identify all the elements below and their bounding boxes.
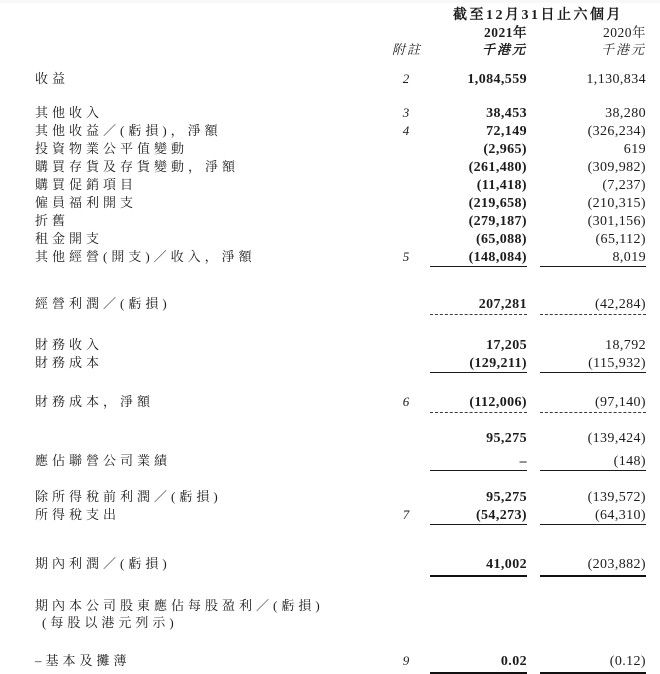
value-2021: (65,088) bbox=[475, 232, 527, 247]
value-2021: – bbox=[430, 453, 527, 471]
header-units-row bbox=[35, 41, 646, 58]
table-row-profit-before-tax bbox=[35, 488, 646, 506]
value-2020: (301,156) bbox=[587, 214, 646, 229]
value-2021: (11,418) bbox=[476, 178, 527, 193]
value-2020: (64,310) bbox=[540, 507, 646, 525]
value-2020: (203,882) bbox=[540, 556, 646, 577]
value-2020: (115,932) bbox=[540, 355, 646, 373]
eps-heading-line1: 期內本公司股東應佔每股盈利／(虧損) bbox=[35, 598, 324, 613]
value-2020: (65,112) bbox=[595, 232, 646, 247]
value-2020: (139,572) bbox=[587, 490, 646, 505]
unit-header-2020: 千港元 bbox=[600, 42, 646, 57]
value-2020: (0.12) bbox=[540, 653, 646, 674]
header-period-row bbox=[35, 7, 646, 24]
row-label: 所得稅支出 bbox=[35, 507, 121, 522]
row-note: 5 bbox=[402, 249, 412, 264]
value-2021: 1,084,559 bbox=[467, 72, 527, 87]
row-label: 期內利潤／(虧損) bbox=[35, 556, 171, 571]
row-note: 4 bbox=[402, 123, 412, 138]
table-row-rental-expenses bbox=[35, 230, 646, 248]
table-row-promotional-items bbox=[35, 176, 646, 194]
row-note: 3 bbox=[402, 105, 412, 120]
value-2020: (210,315) bbox=[587, 196, 646, 211]
row-label: 財務成本 bbox=[35, 355, 104, 370]
row-label: –基本及攤薄 bbox=[35, 653, 131, 668]
row-label bbox=[35, 597, 646, 631]
table-row-finance-income bbox=[35, 336, 646, 354]
row-note: 7 bbox=[402, 507, 412, 522]
row-label: 購買存貨及存貨變動，淨額 bbox=[35, 159, 240, 174]
notes-column-header: 附註 bbox=[391, 42, 422, 57]
value-2021: 0.02 bbox=[430, 653, 527, 674]
table-row-subtotal bbox=[35, 430, 646, 447]
table-row-share-of-associates bbox=[35, 452, 646, 471]
value-2021: (112,006) bbox=[430, 394, 527, 413]
col-header-year-2021: 2021年 bbox=[484, 25, 527, 40]
row-label: 應佔聯營公司業績 bbox=[35, 453, 172, 468]
row-label: 僱員福利開支 bbox=[35, 195, 138, 210]
table-row-operating-profit bbox=[35, 295, 646, 315]
row-label: 除所得稅前利潤／(虧損) bbox=[35, 489, 222, 504]
row-label: 其他收入 bbox=[35, 105, 104, 120]
row-label: 財務成本，淨額 bbox=[35, 394, 155, 409]
row-note: 9 bbox=[402, 653, 412, 668]
value-2021: (148,084) bbox=[430, 249, 527, 267]
row-note: 2 bbox=[402, 71, 412, 86]
value-2020: (7,237) bbox=[602, 178, 646, 193]
row-label: 經營利潤／(虧損) bbox=[35, 296, 171, 311]
row-label: 購買促銷項目 bbox=[35, 177, 138, 192]
value-2021: 95,275 bbox=[486, 431, 527, 446]
row-label: 其他經營(開支)／收入，淨額 bbox=[35, 249, 256, 264]
eps-heading-line2: (每股以港元列示) bbox=[42, 615, 178, 630]
table-row-revenue bbox=[35, 70, 646, 88]
header-years-row bbox=[35, 24, 646, 41]
table-row-income-tax bbox=[35, 506, 646, 525]
value-2020: (326,234) bbox=[587, 124, 646, 139]
table-row-finance-costs bbox=[35, 354, 646, 373]
row-note: 6 bbox=[402, 394, 412, 409]
value-2021: (54,273) bbox=[430, 507, 527, 525]
value-2021: (261,480) bbox=[468, 160, 527, 175]
value-2020: 38,280 bbox=[605, 106, 646, 121]
table-row-other-income bbox=[35, 104, 646, 122]
value-2020: (42,284) bbox=[540, 296, 646, 315]
table-row-finance-costs-net bbox=[35, 393, 646, 413]
row-label: 投資物業公平值變動 bbox=[35, 141, 189, 156]
row-label: 收益 bbox=[35, 71, 70, 86]
row-label: 折舊 bbox=[35, 213, 70, 228]
col-header-year-2020: 2020年 bbox=[603, 25, 646, 40]
value-2021: (219,658) bbox=[468, 196, 527, 211]
table-row-eps-basic-diluted bbox=[35, 652, 646, 674]
row-label: 租金開支 bbox=[35, 231, 104, 246]
table-row-other-gains bbox=[35, 122, 646, 140]
value-2021: 95,275 bbox=[486, 490, 527, 505]
value-2021: (2,965) bbox=[483, 142, 527, 157]
value-2020: (97,140) bbox=[540, 394, 646, 413]
value-2020: 1,130,834 bbox=[586, 72, 646, 87]
row-label: 財務收入 bbox=[35, 337, 104, 352]
value-2021: 41,002 bbox=[430, 556, 527, 577]
value-2021: (129,211) bbox=[430, 355, 527, 373]
table-row-inventory-purchases bbox=[35, 158, 646, 176]
unit-header-2021: 千港元 bbox=[481, 42, 527, 57]
table-row-employee-benefits bbox=[35, 194, 646, 212]
value-2020: 619 bbox=[623, 142, 646, 157]
table-row-fair-value-change bbox=[35, 140, 646, 158]
value-2021: 207,281 bbox=[430, 296, 527, 315]
table-row-profit-for-period bbox=[35, 555, 646, 577]
income-statement-page bbox=[0, 3, 660, 669]
value-2020: 18,792 bbox=[605, 338, 646, 353]
value-2020: (148) bbox=[540, 453, 646, 471]
period-title: 截至12月31日止六個月 bbox=[453, 8, 623, 23]
row-label: 其他收益／(虧損)，淨額 bbox=[35, 123, 222, 138]
value-2020: 8,019 bbox=[540, 249, 646, 267]
table-row-depreciation bbox=[35, 212, 646, 230]
value-2021: 72,149 bbox=[486, 124, 527, 139]
value-2021: 38,453 bbox=[486, 106, 527, 121]
value-2021: (279,187) bbox=[468, 214, 527, 229]
value-2021: 17,205 bbox=[486, 338, 527, 353]
value-2020: (309,982) bbox=[587, 160, 646, 175]
table-row-other-operating-net bbox=[35, 248, 646, 267]
value-2020: (139,424) bbox=[587, 431, 646, 446]
table-row-eps-heading bbox=[35, 597, 646, 631]
